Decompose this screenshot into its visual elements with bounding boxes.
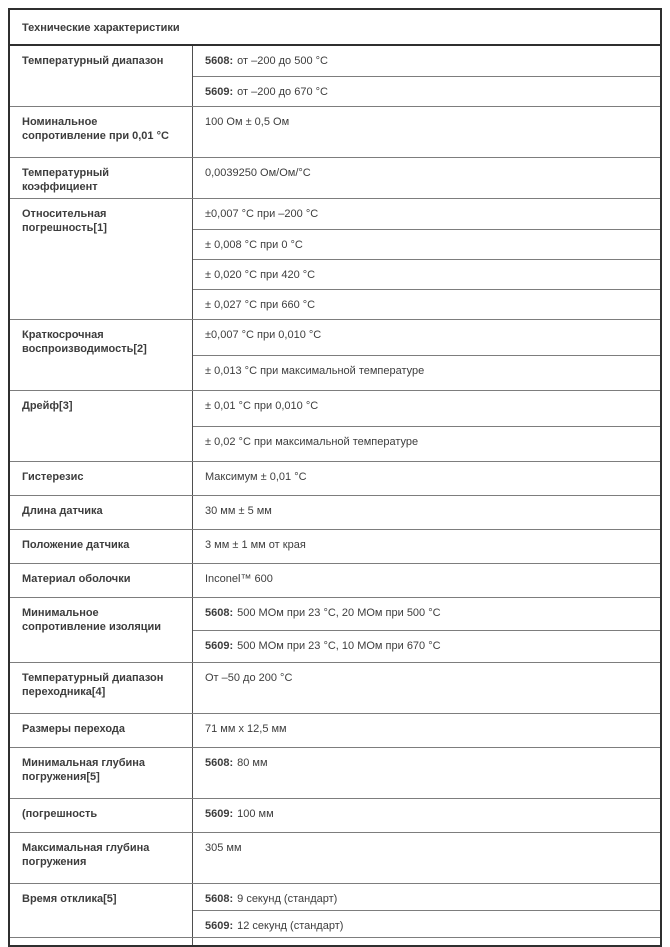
- spec-label: Материал оболочки: [10, 564, 193, 597]
- value-text: От –50 до 200 °C: [205, 672, 293, 684]
- spec-values: [193, 799, 660, 832]
- value-text: Inconel™ 600: [205, 573, 273, 585]
- spec-label: Минимальная глубина погружения[5]: [10, 748, 193, 798]
- spec-value: [193, 355, 660, 390]
- spec-values: [193, 833, 660, 883]
- specifications-table: [8, 8, 662, 947]
- table-row-partial: [10, 937, 660, 945]
- spec-value: [193, 391, 660, 426]
- value-text: 3 мм ± 1 мм от края: [205, 539, 306, 551]
- spec-value: [193, 46, 660, 76]
- table-row: [10, 713, 660, 747]
- spec-label: Длина датчика: [10, 496, 193, 529]
- value-text: 9 секунд (стандарт): [237, 893, 338, 905]
- spec-values: [193, 748, 660, 798]
- spec-value: [193, 229, 660, 259]
- spec-values: [193, 714, 660, 747]
- model-prefix: 5608:: [205, 55, 234, 67]
- model-prefix: 5609:: [205, 86, 234, 98]
- spec-value: [193, 259, 660, 289]
- table-row: [10, 157, 660, 198]
- table-title: Технические характеристики: [22, 22, 180, 34]
- spec-values: [193, 46, 660, 106]
- spec-value: [193, 564, 660, 597]
- value-text: 500 МОм при 23 °C, 20 МОм при 500 °C: [237, 607, 441, 619]
- spec-label: Температурный коэффициент: [10, 158, 193, 198]
- table-row: [10, 597, 660, 662]
- spec-label: (погрешность: [10, 799, 193, 832]
- spec-value: [193, 426, 660, 461]
- spec-label: Максимальная глубина погружения: [10, 833, 193, 883]
- table-row: [10, 798, 660, 832]
- value-text: 100 мм: [237, 808, 274, 820]
- table-row: [10, 106, 660, 157]
- value-text: 71 мм x 12,5 мм: [205, 723, 287, 735]
- spec-value: [193, 598, 660, 630]
- table-row: [10, 883, 660, 937]
- value-text: ± 0,027 °C при 660 °C: [205, 299, 316, 311]
- value-text: Максимум ± 0,01 °C: [205, 471, 307, 483]
- table-row: [10, 529, 660, 563]
- spec-label: Номинальное сопротивление при 0,01 °C: [10, 107, 193, 157]
- value-text: 0,0039250 Ом/Ом/°C: [205, 167, 311, 179]
- spec-value: [193, 663, 660, 713]
- spec-values: [193, 530, 660, 563]
- table-header-row: [10, 10, 660, 46]
- spec-label: Температурный диапазон: [10, 46, 193, 106]
- spec-values: [193, 938, 660, 945]
- spec-values: [193, 598, 660, 662]
- model-prefix: 5608:: [205, 757, 234, 769]
- spec-value: [193, 910, 660, 937]
- value-text: ± 0,020 °C при 420 °C: [205, 269, 316, 281]
- value-text: ± 0,008 °C при 0 °C: [205, 239, 303, 251]
- value-text: ±0,007 °C при –200 °C: [205, 208, 319, 220]
- table-row: [10, 390, 660, 461]
- spec-value: [193, 320, 660, 355]
- model-prefix: 5609:: [205, 808, 234, 820]
- model-prefix: 5608:: [205, 893, 234, 905]
- spec-values: [193, 663, 660, 713]
- spec-value: [193, 630, 660, 662]
- spec-value: [193, 158, 660, 196]
- value-text: ±0,007 °C при 0,010 °C: [205, 329, 322, 341]
- table-row: [10, 662, 660, 713]
- spec-label: Минимальное сопротивление изоляции: [10, 598, 193, 662]
- spec-value: [193, 496, 660, 529]
- value-text: 12 секунд (стандарт): [237, 920, 344, 932]
- value-text: 305 мм: [205, 842, 242, 854]
- spec-label: Размеры перехода: [10, 714, 193, 747]
- value-text: 500 МОм при 23 °C, 10 МОм при 670 °C: [237, 640, 441, 652]
- spec-value: [193, 199, 660, 229]
- value-text: 30 мм ± 5 мм: [205, 505, 272, 517]
- table-row: [10, 832, 660, 883]
- spec-value: [193, 714, 660, 747]
- value-text: от –200 до 670 °C: [237, 86, 328, 98]
- spec-values: [193, 320, 660, 390]
- spec-values: [193, 158, 660, 198]
- table-row: [10, 319, 660, 390]
- spec-value: [193, 462, 660, 495]
- spec-values: [193, 564, 660, 597]
- spec-value: [193, 76, 660, 106]
- value-text: 100 Ом ± 0,5 Ом: [205, 116, 290, 128]
- spec-label: Краткосрочная воспроизводимость[2]: [10, 320, 193, 390]
- model-prefix: 5609:: [205, 640, 234, 652]
- spec-values: [193, 496, 660, 529]
- spec-label: [10, 938, 193, 945]
- spec-label: Время отклика[5]: [10, 884, 193, 937]
- spec-label: Дрейф[3]: [10, 391, 193, 461]
- value-text: 80 мм: [237, 757, 268, 769]
- spec-label: Гистерезис: [10, 462, 193, 495]
- value-text: от –200 до 500 °C: [237, 55, 328, 67]
- spec-value: [193, 289, 660, 319]
- spec-value: [193, 799, 660, 832]
- model-prefix: 5609:: [205, 920, 234, 932]
- spec-label: Температурный диапазон переходника[4]: [10, 663, 193, 713]
- value-text: ± 0,013 °C при максимальной температуре: [205, 365, 425, 377]
- spec-values: [193, 107, 660, 157]
- spec-values: [193, 391, 660, 461]
- spec-label: Относительная погрешность[1]: [10, 199, 193, 319]
- spec-value: [193, 748, 660, 798]
- table-row: [10, 461, 660, 495]
- spec-value: [193, 530, 660, 563]
- spec-label: Положение датчика: [10, 530, 193, 563]
- table-row: [10, 563, 660, 597]
- spec-value: [193, 884, 660, 910]
- spec-values: [193, 884, 660, 937]
- model-prefix: 5608:: [205, 607, 234, 619]
- table-row: [10, 747, 660, 798]
- spec-values: [193, 462, 660, 495]
- value-text: ± 0,01 °C при 0,010 °C: [205, 400, 319, 412]
- spec-value: [193, 833, 660, 883]
- table-row: [10, 495, 660, 529]
- value-text: ± 0,02 °C при максимальной температуре: [205, 436, 419, 448]
- table-row: [10, 46, 660, 106]
- spec-value: [193, 107, 660, 157]
- spec-values: [193, 199, 660, 319]
- table-row: [10, 198, 660, 319]
